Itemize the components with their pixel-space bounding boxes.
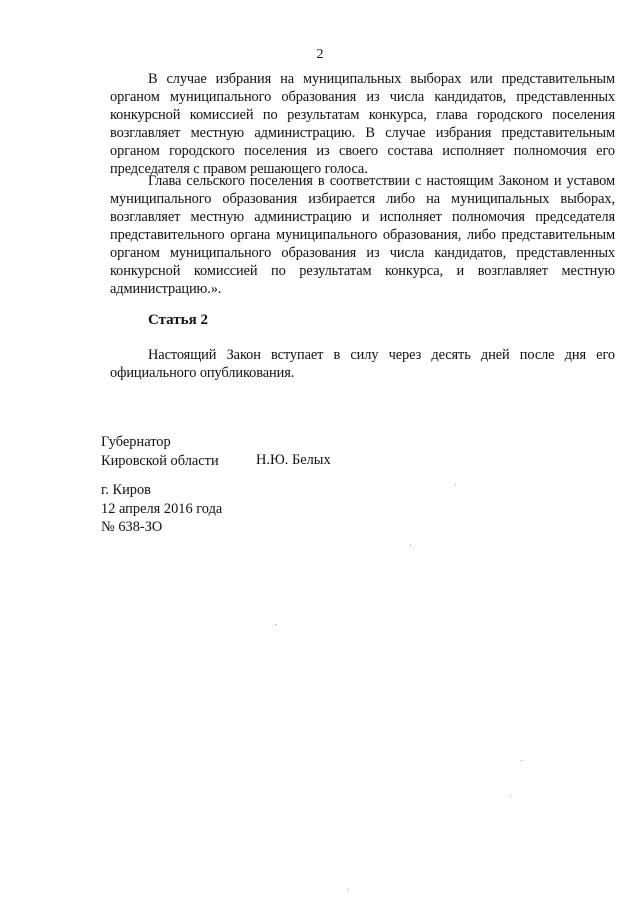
article-title: Статья 2: [148, 312, 208, 328]
date: 12 апреля 2016 года: [101, 500, 223, 517]
place-date-block: [101, 481, 222, 537]
scan-speck: [521, 760, 522, 761]
signatory-region: Кировской области: [101, 452, 219, 469]
paragraph-rural-head: Глава сельского поселения в соответствии с настоящим Законом и уставом муниципального образования избирается либо на муниципальных выборах, возглавляет местную администрацию и исполняет полномочия председателя представительного органа муниципального образования, либо представительным органом муниципального образования из числа кандидатов, представленных конкурсной комиссией по результатам конкурса, и возглавляет местную администрацию.».: [110, 173, 615, 297]
scan-speck: [455, 484, 456, 485]
scan-speck: [347, 889, 348, 890]
page-number: 2: [316, 47, 324, 62]
paragraph-urban-head: В случае избрания на муниципальных выборах или представительным органом муниципального образования из числа кандидатов, представленных конкурсной комиссией по результатам конкурса, глава городского поселения возглавляет местную администрацию. В случае избрания представительным органом городского поселения из своего состава исполняет полномочия его председателя с правом решающего голоса.: [110, 71, 615, 177]
scan-speck: [275, 624, 276, 625]
paragraph-entry-into-force: Настоящий Закон вступает в силу через десять дней после дня его официального опубликования.: [110, 347, 615, 381]
scan-speck: [410, 545, 411, 546]
signatory-position: Губернатор: [101, 434, 171, 450]
city: г. Киров: [101, 482, 151, 498]
law-number: № 638-ЗО: [101, 519, 163, 535]
signature-block: [101, 433, 219, 470]
signatory-name: Н.Ю. Белых: [256, 452, 331, 468]
scan-speck: [510, 796, 511, 797]
